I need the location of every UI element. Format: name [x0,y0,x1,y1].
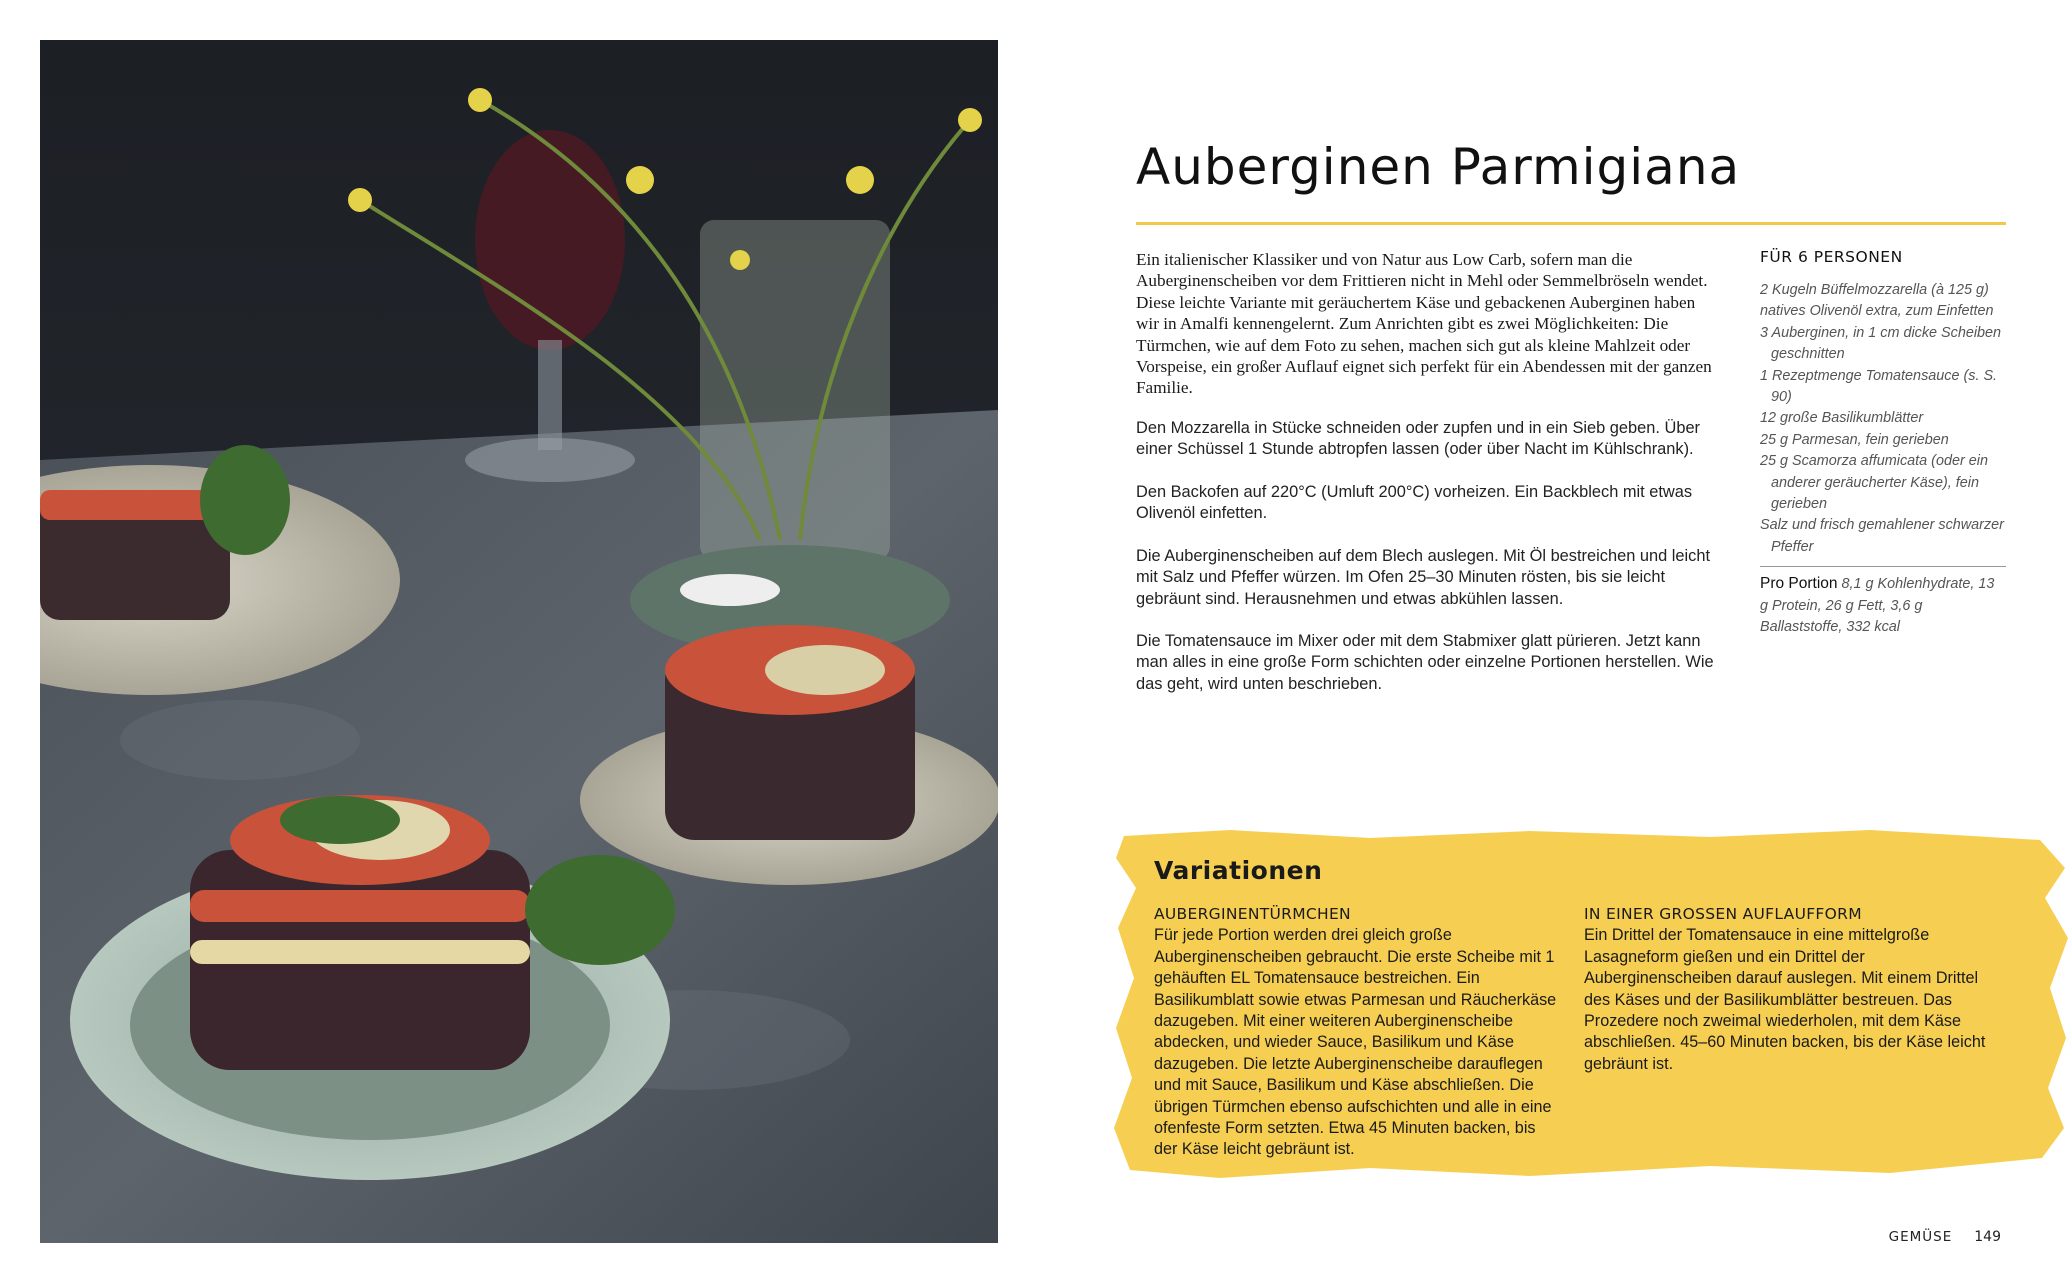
recipe-step: Die Tomatensauce im Mixer oder mit dem Stabmixer glatt pürieren. Jetzt kann man alles in eine große Form schichten oder einzelne Portionen herstellen. Wie das geht, wird unten beschrieben. [1136,632,1714,693]
page-footer [1889,1229,2001,1245]
recipe-step: Den Backofen auf 220°C (Umluft 200°C) vorheizen. Ein Backblech mit etwas Olivenöl einfetten. [1136,483,1693,523]
nutrition-label: Pro Portion [1760,575,1838,593]
variation-text: Ein Drittel der Tomatensauce in eine mittelgroße Lasagneform gießen und ein Drittel der Auberginenscheiben darauf auslegen. Mit einem Drittel des Käses und der Basilikumblätter bestreuen. Das Prozedere noch zweimal wiederholen, mit dem Käse abschließen. 45–60 Minuten backen, bis der Käse leicht gebräunt ist. [1584,926,1986,1073]
nutrition-values: 8,1 g Kohlenhydrate, 13 g Protein, 26 g Fett, 3,6 g Ballaststoffe, 332 kcal [1760,576,1995,636]
variations-title: Variationen [1154,856,1323,885]
variations-box [1110,828,2069,1180]
recipe-title: Auberginen Parmigiana [1136,138,1741,196]
recipe-step: Die Auberginenscheiben auf dem Blech auslegen. Mit Öl bestreichen und leicht mit Salz und Pfeffer würzen. Im Ofen 25–30 Minuten rösten, bis sie leicht gebräunt sind. Herausnehmen und etwas abkühlen lassen. [1136,547,1711,608]
sidebar-divider [1760,566,2006,567]
variation-column [1154,904,1559,1161]
ingredient-item: 1 Rezeptmenge Tomatensauce (s. S. 90) [1760,367,1998,406]
variation-text: Für jede Portion werden drei gleich große Auberginenscheiben gebraucht. Die erste Scheibe mit 1 gehäuften EL Tomatensauce bestreichen. Ein Basilikumblatt sowie etwas Parmesan und Räucherkäse dazugeben. Mit einer weiteren Auberginenscheibe abdecken, und wieder Sauce, Basilikum und Käse dazugeben. Die letzte Auberginenscheibe darauflegen und mit Sauce, Basilikum und Käse abschließen. Die übrigen Türmchen ebenso aufschichten und alle in eine ofenfeste Form setzten. Etwa 45 Minuten backen, bis der Käse leicht gebräunt ist. [1154,926,1557,1159]
section-name: GEMÜSE [1888,1229,1953,1245]
recipe-step: Den Mozzarella in Stücke schneiden oder zupfen und in ein Sieb geben. Über einer Schüssel 1 Stunde abtropfen lassen (oder über Nacht im Kühlschrank). [1136,419,1701,459]
servings-heading: FÜR 6 PERSONEN [1760,248,1903,266]
recipe-intro: Ein italienischer Klassiker und von Natur aus Low Carb, sofern man die Auberginenscheiben vor dem Frittieren nicht in Mehl oder Semmelbröseln wendet. Diese leichte Variante mit geräuchertem Käse und gebackenen Auberginen haben wir in Amalfi kennengelernt. Zum Anrichten gibt es zwei Möglichkeiten: Die Türmchen, wie auf dem Foto zu sehen, machen sich gut als kleine Mahlzeit oder Vorspeise, ein großer Auflauf eignet sich perfekt für ein Abendessen mit der ganzen Familie. [1136,250,1712,398]
nutrition-info [1760,573,2006,638]
ingredient-list [1760,280,2006,558]
ingredient-item: 25 g Parmesan, fein gerieben [1760,431,1949,448]
ingredient-item: 12 große Basilikumblätter [1760,410,1924,427]
variation-column [1584,904,1989,1075]
variation-heading: IN EINER GROSSEN AUFLAUFFORM [1584,905,1862,923]
ingredient-item: 2 Kugeln Büffelmozzarella (à 125 g) [1760,282,1989,298]
page-number: 149 [1974,1229,2001,1245]
variation-heading: AUBERGINENTÜRMCHEN [1154,905,1351,923]
recipe-photo [40,40,998,1243]
ingredient-item: 25 g Scamorza affumicata (oder ein anderer geräucherter Käse), fein gerieben [1760,453,1988,513]
title-divider [1136,222,2006,225]
ingredients-sidebar [1760,248,2006,639]
ingredient-item: 3 Auberginen, in 1 cm dicke Scheiben geschnitten [1760,324,2002,363]
ingredient-item: Salz und frisch gemahlener schwarzer Pfeffer [1760,517,2004,555]
ingredient-item: natives Olivenöl extra, zum Einfetten [1760,303,1994,320]
